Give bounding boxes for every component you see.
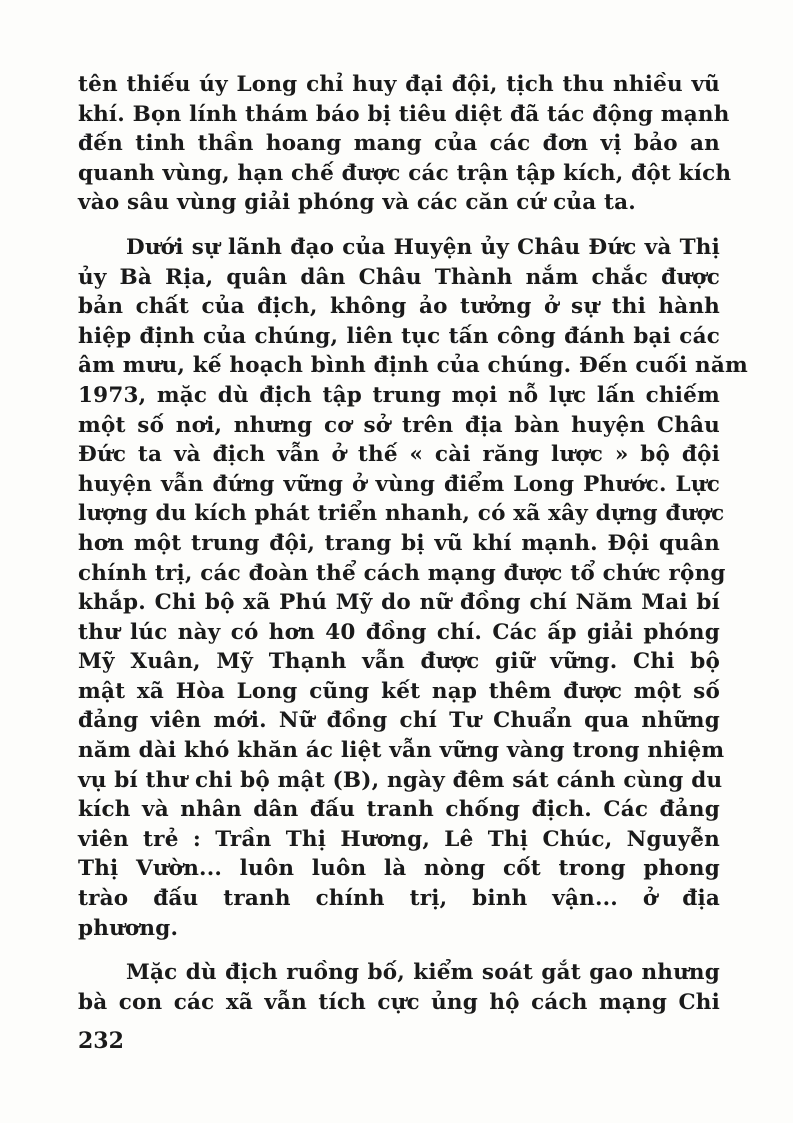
paragraph-1 <box>78 70 732 218</box>
text-line: 1973, mặc dù địch tập trung mọi nỗ lực lấn chiếm <box>78 382 720 408</box>
text-line: đến tinh thần hoang mang của các đơn vị bảo an <box>78 131 720 157</box>
text-line: tên thiếu úy Long chỉ huy đại đội, tịch thu nhiều vũ <box>78 72 720 97</box>
text-line: một số nơi, nhưng cơ sở trên địa bàn huyện Châu <box>78 412 720 438</box>
paragraph-gap <box>78 218 720 233</box>
text-line: Đức ta và địch vẫn ở thế « cài răng lược » bộ đội <box>78 442 720 468</box>
body-text <box>78 70 748 1017</box>
text-line: hơn một trung đội, trang bị vũ khí mạnh. Đội quân <box>78 530 720 556</box>
text-line: vụ bí thư chi bộ mật (B), ngày đêm sát cánh cùng du <box>78 767 723 793</box>
page-number: 232 <box>78 1028 124 1054</box>
text-line: Thị Vườn... luôn luôn là nòng cốt trong phong <box>78 856 720 882</box>
text-line: vào sâu vùng giải phóng và các căn cứ của ta. <box>78 190 636 216</box>
text-line: phương. <box>78 915 179 941</box>
text-line: Mặc dù địch ruồng bố, kiểm soát gắt gao nhưng <box>126 960 720 986</box>
text-line: Mỹ Xuân, Mỹ Thạnh vẫn được giữ vững. Chi bộ <box>78 649 720 675</box>
text-line: khí. Bọn lính thám báo bị tiêu diệt đã tác động mạnh <box>78 101 730 127</box>
text-line: năm dài khó khăn ác liệt vẫn vững vàng trong nhiệm <box>78 738 725 764</box>
text-line: bà con các xã vẫn tích cực ủng hộ cách mạng Chi <box>78 989 720 1015</box>
paragraph-gap <box>78 943 720 958</box>
text-line: viên trẻ : Trần Thị Hương, Lê Thị Chúc, Nguyễn <box>78 826 720 852</box>
text-line: kích và nhân dân đấu tranh chống địch. Các đảng <box>78 797 720 823</box>
text-line: quanh vùng, hạn chế được các trận tập kích, đột kích <box>78 160 732 186</box>
paragraph-2 <box>78 233 748 943</box>
text-line: ủy Bà Rịa, quân dân Châu Thành nắm chắc được <box>78 264 720 290</box>
text-line: thư lúc này có hơn 40 đồng chí. Các ấp giải phóng <box>78 619 720 645</box>
text-line: trào đấu tranh chính trị, binh vận... ở địa <box>78 886 720 912</box>
text-line: Dưới sự lãnh đạo của Huyện ủy Châu Đức và Thị <box>126 234 720 260</box>
text-line: chính trị, các đoàn thể cách mạng được tổ chức rộng <box>78 560 726 586</box>
text-line: mật xã Hòa Long cũng kết nạp thêm được một số <box>78 678 720 704</box>
text-line: lượng du kích phát triển nhanh, có xã xây dựng được <box>78 501 725 527</box>
text-line: bản chất của địch, không ảo tưởng ở sự thi hành <box>78 294 720 320</box>
text-line: đảng viên mới. Nữ đồng chí Tư Chuẩn qua những <box>78 708 720 734</box>
text-line: khắp. Chi bộ xã Phú Mỹ do nữ đồng chí Năm Mai bí <box>78 590 720 616</box>
text-line: âm mưu, kế hoạch bình định của chúng. Đến cuối năm <box>78 353 748 379</box>
paragraph-3 <box>78 958 720 1017</box>
text-line: hiệp định của chúng, liên tục tấn công đánh bại các <box>78 323 720 349</box>
text-line: huyện vẫn đứng vững ở vùng điểm Long Phước. Lực <box>78 471 720 497</box>
